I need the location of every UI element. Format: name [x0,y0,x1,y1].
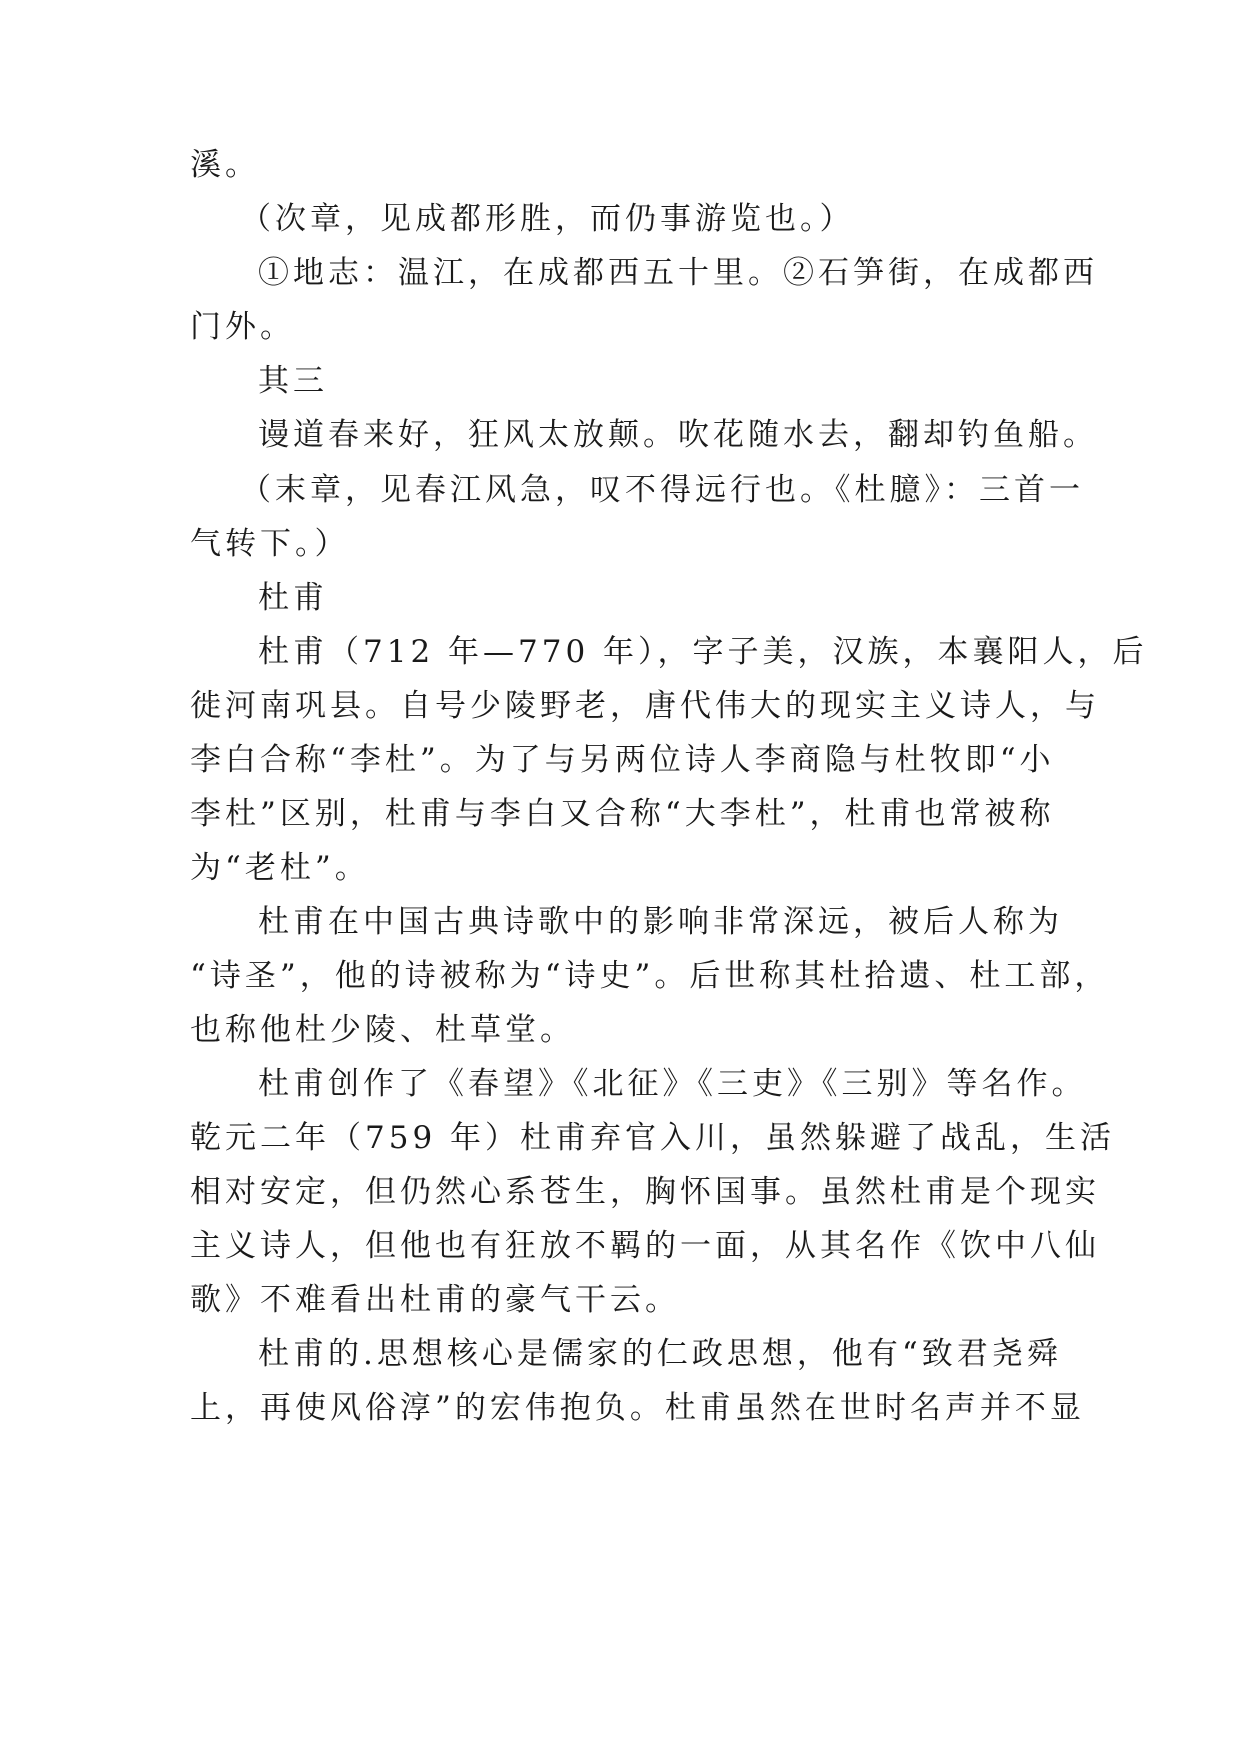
annotation-line: ①地志：温江，在成都西五十里。②石笋街，在成都西 [258,255,1098,291]
text-line: 气转下。） [190,526,350,562]
text-line: 杜甫创作了《春望》《北征》《三吏》《三别》等名作。 [258,1066,1087,1102]
commentary-line: （次章，见成都形胜，而仍事游览也。） [240,201,855,237]
text-line: 杜甫在中国古典诗歌中的影响非常深远，被后人称为 [258,904,1063,940]
text-line: “诗圣”，他的诗被称为“诗史”。后世称其杜拾遗、杜工部， [190,958,1110,994]
text-line: 也称他杜少陵、杜草堂。 [190,1012,575,1048]
text-line: 杜甫（712 年—770 年），字子美，汉族，本襄阳人，后 [258,634,1148,670]
text-line: 乾元二年（759 年）杜甫弃官入川，虽然躲避了战乱，生活 [190,1120,1116,1156]
text-line: 杜甫的.思想核心是儒家的仁政思想，他有“致君尧舜 [258,1336,1062,1372]
text-line: 李杜”区别，杜甫与李白又合称“大李杜”，杜甫也常被称 [190,796,1055,832]
text-line: 相对安定，但仍然心系苍生，胸怀国事。虽然杜甫是个现实 [190,1174,1100,1210]
text-line: 门外。 [190,309,295,345]
text-line: 歌》不难看出杜甫的豪气干云。 [190,1282,680,1318]
text-line: 主义诗人，但他也有狂放不羁的一面，从其名作《饮中八仙 [190,1228,1100,1264]
poem-line: 谩道春来好，狂风太放颠。吹花随水去，翻却钓鱼船。 [258,417,1098,453]
text-line: 徙河南巩县。自号少陵野老，唐代伟大的现实主义诗人，与 [190,688,1100,724]
text-line: 李白合称“李杜”。为了与另两位诗人李商隐与杜牧即“小 [190,742,1055,778]
section-heading: 杜甫 [258,580,328,616]
poem-subtitle: 其三 [258,363,328,399]
text-line: 上，再使风俗淳”的宏伟抱负。杜甫虽然在世时名声并不显 [190,1390,1085,1426]
commentary-line: （末章，见春江风急，叹不得远行也。《杜臆》：三首一 [240,472,1084,508]
text-line: 溪。 [190,147,260,183]
text-line: 为“老杜”。 [190,850,370,886]
